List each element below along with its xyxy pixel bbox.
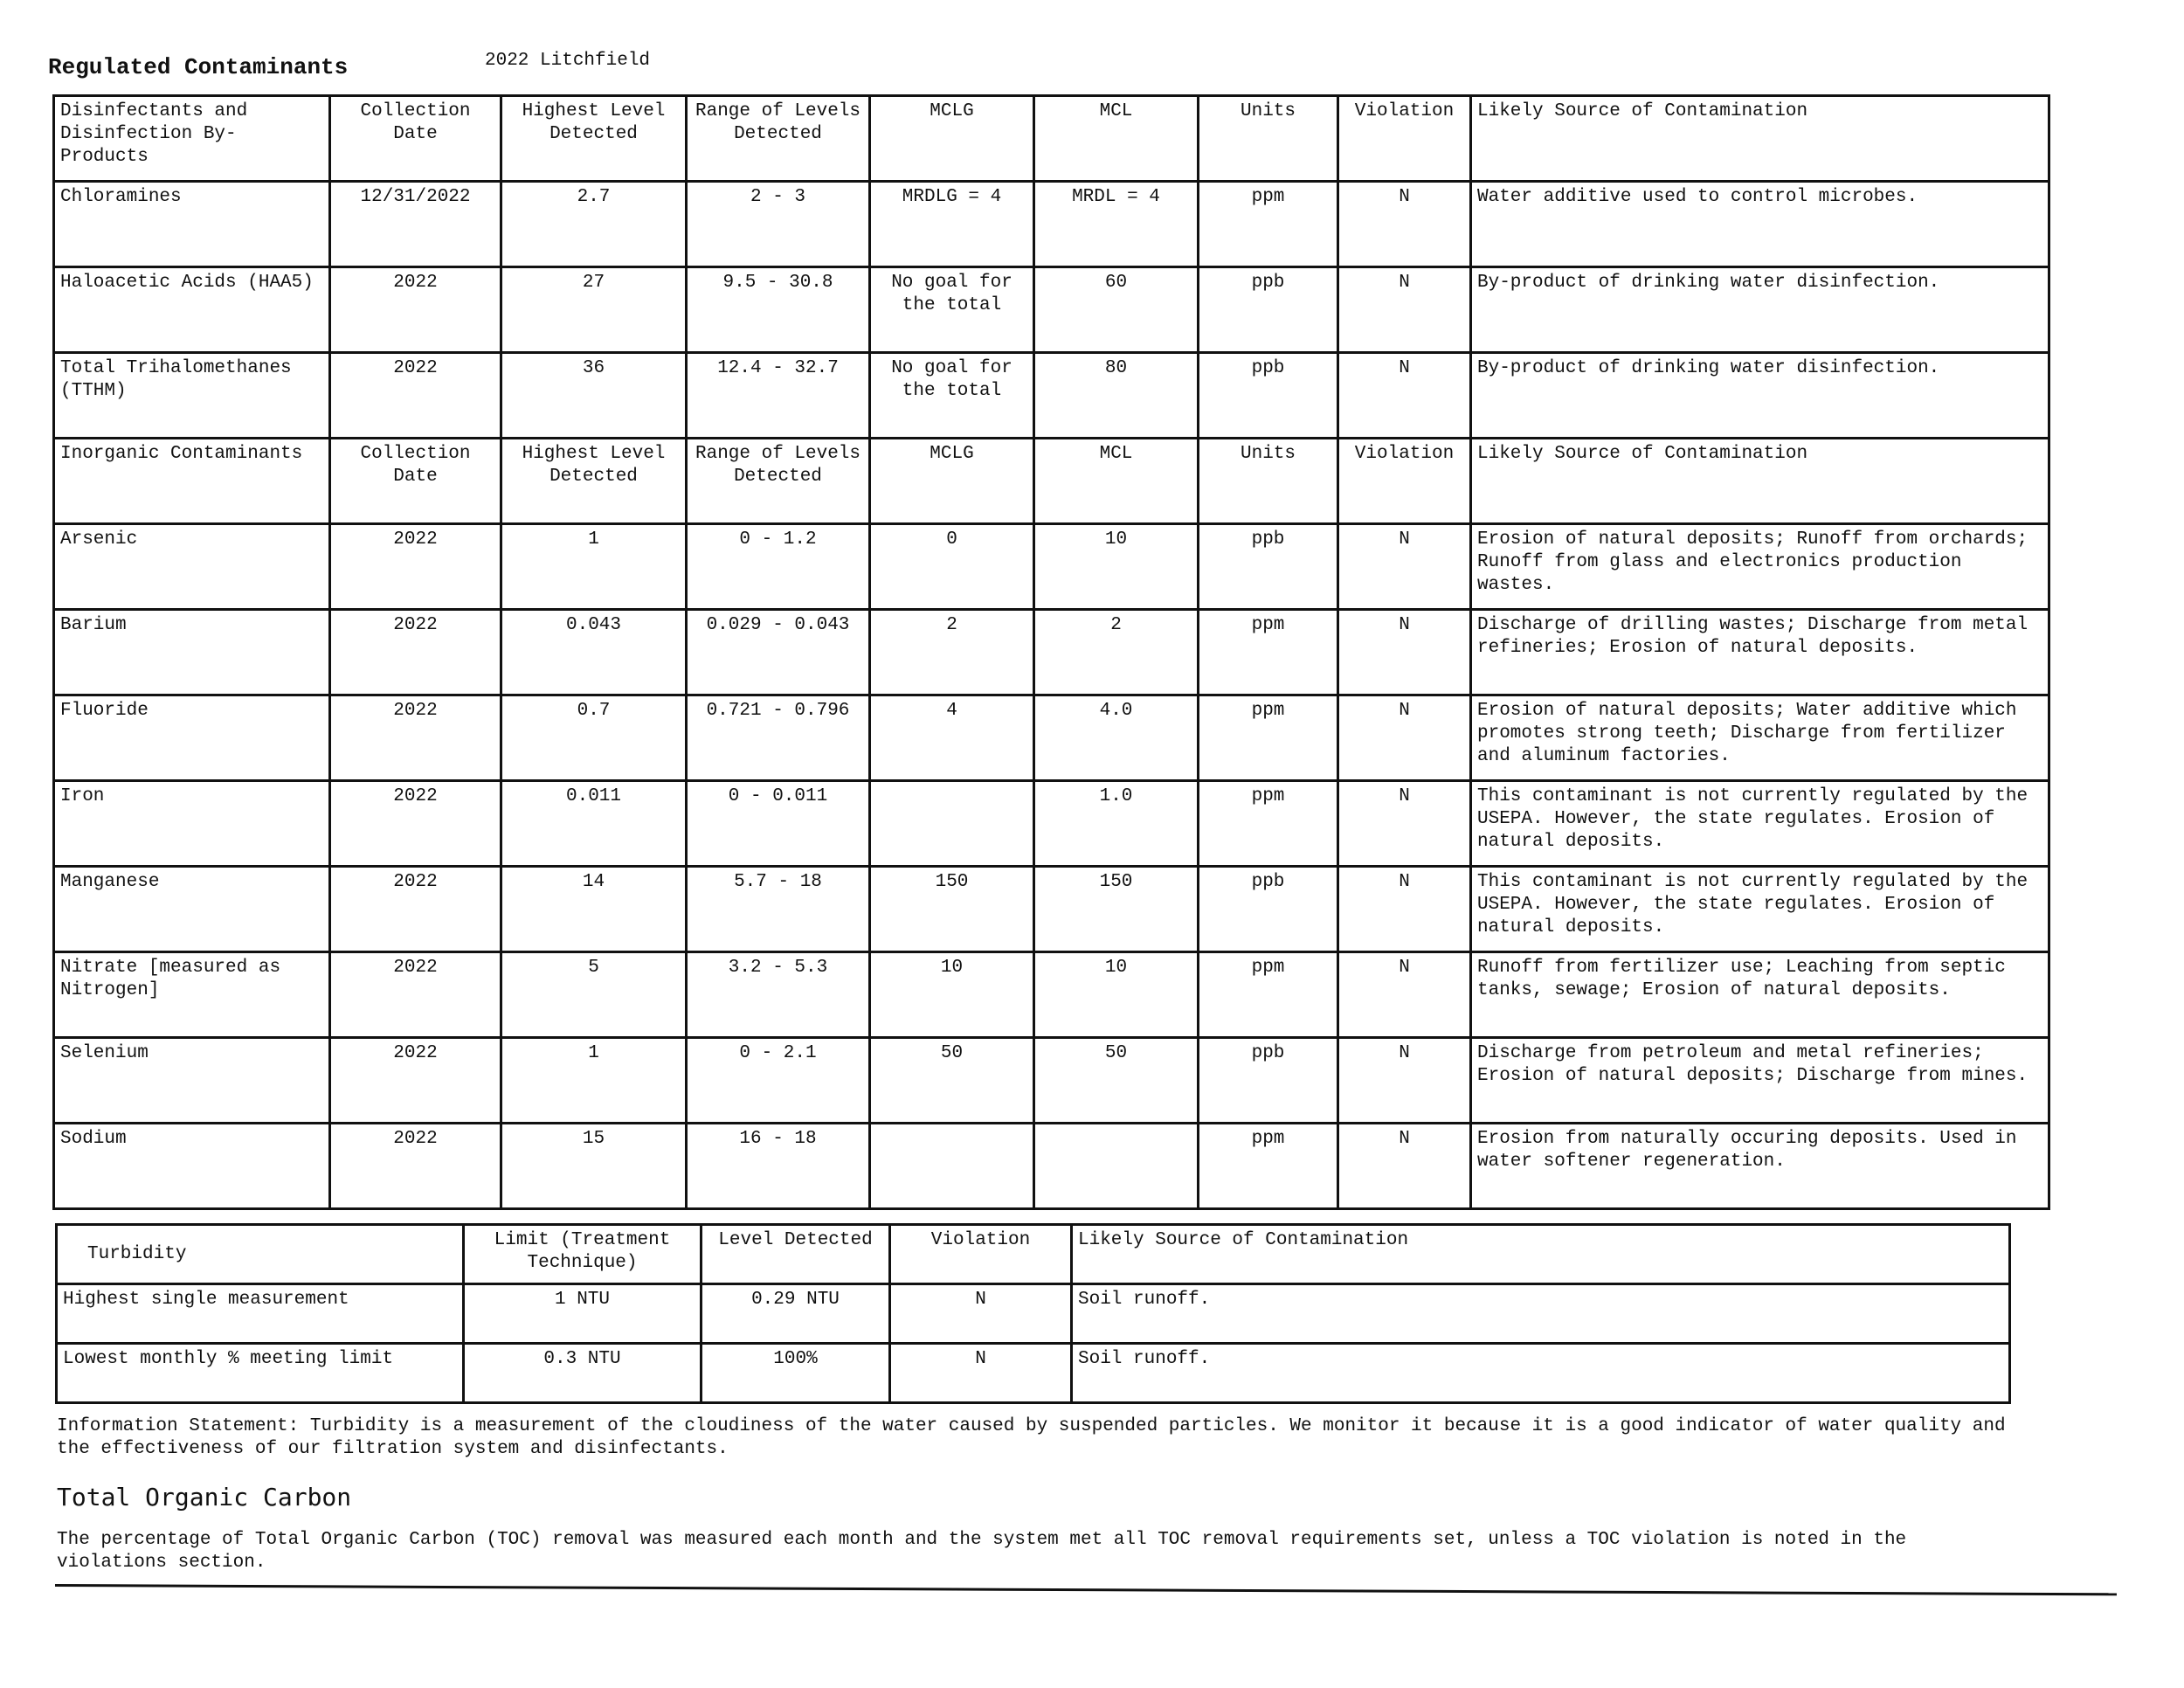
table-row [57,1284,2010,1344]
table-cell: No goal for the total [870,353,1034,439]
table-cell: 36 [501,353,687,439]
table-row [54,353,2049,439]
table-cell: ppb [1199,867,1338,952]
table-cell: ppb [1199,524,1338,610]
table-cell [870,1124,1034,1209]
table-cell: ppm [1199,1124,1338,1209]
table-cell: ppb [1199,353,1338,439]
table-cell: 0 - 0.011 [687,781,870,867]
table-cell: By-product of drinking water disinfection. [1471,267,2049,353]
table-cell: ppb [1199,267,1338,353]
table-cell: ppm [1199,781,1338,867]
table-cell: 0.7 [501,695,687,781]
table-cell: 0.3 NTU [464,1344,702,1403]
table-cell: 5 [501,952,687,1038]
table-cell: 80 [1034,353,1199,439]
table-cell: Erosion of natural deposits; Water additive which promotes strong teeth; Discharge from fertilizer and aluminum factories. [1471,695,2049,781]
turbidity-table [55,1223,2011,1404]
table-row [54,952,2049,1038]
table-cell: 27 [501,267,687,353]
toc-section-title: Total Organic Carbon [57,1483,352,1512]
table-cell: Likely Source of Contamination [1072,1225,2010,1284]
table-cell: MCL [1034,439,1199,524]
table-cell: N [1338,182,1471,267]
table-cell: N [1338,524,1471,610]
table-cell: 50 [1034,1038,1199,1124]
table-cell: 9.5 - 30.8 [687,267,870,353]
table-cell: Lowest monthly % meeting limit [57,1344,464,1403]
table-cell: 2 [1034,610,1199,695]
table-cell: 2022 [330,695,501,781]
table-cell: 2022 [330,781,501,867]
table-header-row [54,439,2049,524]
table-cell: Erosion of natural deposits; Runoff from orchards; Runoff from glass and electronics production wastes. [1471,524,2049,610]
table-cell: Likely Source of Contamination [1471,439,2049,524]
table-cell: ppm [1199,610,1338,695]
table-cell: No goal for the total [870,267,1034,353]
table-cell: ppm [1199,695,1338,781]
table-cell: 150 [870,867,1034,952]
table-cell: 4.0 [1034,695,1199,781]
table-cell: Discharge from petroleum and metal refineries; Erosion of natural deposits; Discharge from mines. [1471,1038,2049,1124]
table-cell: 50 [870,1038,1034,1124]
table-cell: Iron [54,781,330,867]
table-cell: 0 - 2.1 [687,1038,870,1124]
table-cell: Selenium [54,1038,330,1124]
table-cell: Chloramines [54,182,330,267]
table-cell: Nitrate [measured as Nitrogen] [54,952,330,1038]
table-cell: 2022 [330,867,501,952]
table-cell: Collection Date [330,96,501,182]
table-cell: N [1338,952,1471,1038]
table-cell: Likely Source of Contamination [1471,96,2049,182]
table-cell: Turbidity [57,1225,464,1284]
table-cell: Highest single measurement [57,1284,464,1344]
table-cell: 0.011 [501,781,687,867]
table-cell: 10 [870,952,1034,1038]
table-cell: MRDLG = 4 [870,182,1034,267]
table-cell: Barium [54,610,330,695]
table-cell: MCLG [870,96,1034,182]
table-cell: 2022 [330,1038,501,1124]
page-title: Regulated Contaminants [48,54,349,80]
table-cell: By-product of drinking water disinfection. [1471,353,2049,439]
table-row [54,182,2049,267]
table-cell: Fluoride [54,695,330,781]
table-cell: Violation [1338,439,1471,524]
table-cell: 0 [870,524,1034,610]
table-cell: N [1338,1124,1471,1209]
table-cell: N [1338,781,1471,867]
table-cell: 4 [870,695,1034,781]
table-cell: Sodium [54,1124,330,1209]
table-cell: Level Detected [702,1225,890,1284]
table-cell: Limit (Treatment Technique) [464,1225,702,1284]
table-cell: 5.7 - 18 [687,867,870,952]
table-cell: 2022 [330,1124,501,1209]
table-cell: N [890,1344,1072,1403]
contaminants-table-body [54,96,2049,1209]
table-cell: Range of Levels Detected [687,96,870,182]
table-header-row [54,96,2049,182]
table-cell: 12/31/2022 [330,182,501,267]
table-cell: Runoff from fertilizer use; Leaching from septic tanks, sewage; Erosion of natural deposits. [1471,952,2049,1038]
report-year-system: 2022 Litchfield [485,51,651,71]
information-statement: Information Statement: Turbidity is a measurement of the cloudiness of the water caused by suspended particles. We monitor it because it is a good indicator of water quality and the effectiveness of our filtration system and disinfectants. [57,1416,2006,1459]
table-row [57,1344,2010,1403]
table-cell: MCLG [870,439,1034,524]
contaminants-table [52,94,2050,1210]
table-cell: N [1338,610,1471,695]
table-cell: Highest Level Detected [501,96,687,182]
table-cell: Manganese [54,867,330,952]
table-cell: 2022 [330,524,501,610]
turbidity-table-body [57,1225,2010,1403]
table-cell: 1 NTU [464,1284,702,1344]
table-cell: N [1338,353,1471,439]
table-cell: 10 [1034,952,1199,1038]
table-cell: Soil runoff. [1072,1284,2010,1344]
table-cell: Collection Date [330,439,501,524]
bottom-divider [55,1584,2117,1595]
table-cell: 0.721 - 0.796 [687,695,870,781]
table-cell: Highest Level Detected [501,439,687,524]
table-cell: This contaminant is not currently regulated by the USEPA. However, the state regulates. Erosion of natural deposits. [1471,867,2049,952]
table-cell: 2 - 3 [687,182,870,267]
table-row [54,610,2049,695]
table-cell: Haloacetic Acids (HAA5) [54,267,330,353]
table-cell: This contaminant is not currently regulated by the USEPA. However, the state regulates. Erosion of natural deposits. [1471,781,2049,867]
table-row [54,781,2049,867]
table-cell: 10 [1034,524,1199,610]
table-cell: Disinfectants and Disinfection By-Products [54,96,330,182]
table-cell: 2022 [330,952,501,1038]
table-cell: 2022 [330,353,501,439]
table-cell: Arsenic [54,524,330,610]
table-cell: Total Trihalomethanes (TTHM) [54,353,330,439]
table-cell: 2 [870,610,1034,695]
table-cell: N [890,1284,1072,1344]
table-cell: Soil runoff. [1072,1344,2010,1403]
table-cell: 100% [702,1344,890,1403]
table-cell: Water additive used to control microbes. [1471,182,2049,267]
table-row [54,267,2049,353]
table-cell: 2.7 [501,182,687,267]
table-cell: MRDL = 4 [1034,182,1199,267]
table-cell: Units [1199,96,1338,182]
table-cell: 150 [1034,867,1199,952]
table-cell: N [1338,867,1471,952]
table-row [54,695,2049,781]
table-cell: 15 [501,1124,687,1209]
table-cell: ppm [1199,182,1338,267]
table-cell: 12.4 - 32.7 [687,353,870,439]
table-cell [1034,1124,1199,1209]
table-cell: 0.029 - 0.043 [687,610,870,695]
table-cell: 16 - 18 [687,1124,870,1209]
table-cell: 14 [501,867,687,952]
table-cell: Violation [1338,96,1471,182]
table-cell: Range of Levels Detected [687,439,870,524]
table-cell: 2022 [330,610,501,695]
table-row [54,1038,2049,1124]
table-cell: Inorganic Contaminants [54,439,330,524]
table-cell: Discharge of drilling wastes; Discharge from metal refineries; Erosion of natural deposits. [1471,610,2049,695]
table-cell: 1 [501,1038,687,1124]
table-row [54,1124,2049,1209]
table-cell: Erosion from naturally occuring deposits. Used in water softener regeneration. [1471,1124,2049,1209]
table-row [54,524,2049,610]
table-cell: 0 - 1.2 [687,524,870,610]
table-cell [870,781,1034,867]
table-cell: 1 [501,524,687,610]
table-cell: ppm [1199,952,1338,1038]
table-cell: 2022 [330,267,501,353]
table-cell: Violation [890,1225,1072,1284]
toc-section-text: The percentage of Total Organic Carbon (TOC) removal was measured each month and the system met all TOC removal requirements set, unless a TOC violation is noted in the violations section. [57,1530,1907,1573]
table-cell: 60 [1034,267,1199,353]
table-cell: N [1338,267,1471,353]
table-cell: 1.0 [1034,781,1199,867]
table-cell: MCL [1034,96,1199,182]
table-cell: 0.29 NTU [702,1284,890,1344]
table-cell: N [1338,1038,1471,1124]
table-cell: ppb [1199,1038,1338,1124]
table-cell: Units [1199,439,1338,524]
table-cell: N [1338,695,1471,781]
table-row [54,867,2049,952]
table-cell: 0.043 [501,610,687,695]
table-cell: 3.2 - 5.3 [687,952,870,1038]
table-header-row [57,1225,2010,1284]
